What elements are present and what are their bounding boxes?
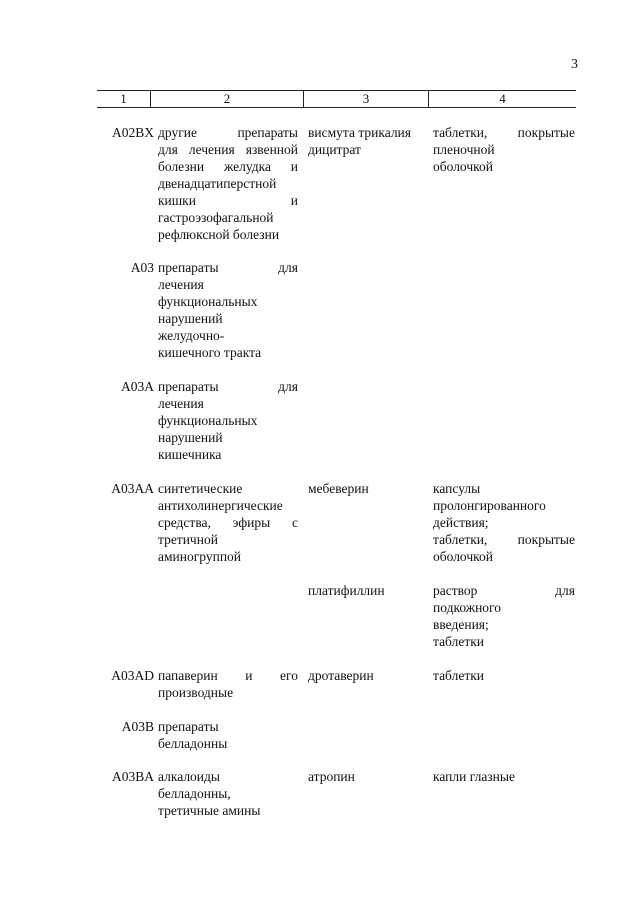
group-name-line: средства, эфиры с bbox=[158, 515, 298, 530]
dosage-form bbox=[433, 768, 575, 785]
group-name-line: лечения bbox=[158, 396, 204, 411]
page-number: 3 bbox=[571, 57, 578, 72]
atc-code: A03AD bbox=[111, 668, 154, 683]
dosage-form-line: раствор для bbox=[433, 583, 575, 598]
atc-code: A03 bbox=[130, 260, 154, 275]
dosage-form-line: введения; bbox=[433, 617, 489, 632]
dosage-form-line: капли глазные bbox=[433, 769, 515, 784]
drug-name bbox=[308, 768, 426, 785]
dosage-form-line: действия; bbox=[433, 515, 489, 530]
dosage-form-line: таблетки, покрытые bbox=[433, 532, 575, 547]
dosage-form-line: капсулы bbox=[433, 481, 481, 496]
group-name-line: производные bbox=[158, 685, 234, 700]
dosage-form-line: таблетки bbox=[433, 634, 485, 649]
atc-code: A03BA bbox=[111, 769, 154, 784]
header-col-3: 3 bbox=[362, 91, 370, 106]
table-header bbox=[97, 90, 576, 108]
atc-code: A03AA bbox=[111, 481, 154, 496]
dosage-form-line: подкожного bbox=[433, 600, 501, 615]
group-name-line: желудочно- bbox=[158, 328, 225, 343]
group-name bbox=[158, 378, 298, 463]
dosage-form-line: оболочкой bbox=[433, 549, 493, 564]
group-name bbox=[158, 124, 298, 243]
group-name-line: кишечника bbox=[158, 447, 222, 462]
dosage-form bbox=[433, 582, 575, 650]
group-name bbox=[158, 480, 298, 565]
group-name bbox=[158, 259, 298, 361]
group-name-line: болезни желудка и bbox=[158, 159, 298, 174]
group-name-line: антихолинергические bbox=[158, 498, 283, 513]
dosage-form bbox=[433, 124, 575, 175]
drug-name-line: атропин bbox=[308, 769, 355, 784]
dosage-form-line: пролонгированного bbox=[433, 498, 546, 513]
dosage-form-line: таблетки, покрытые bbox=[433, 125, 575, 140]
group-name-line: белладонны, bbox=[158, 786, 231, 801]
dosage-form bbox=[433, 667, 575, 684]
drug-name-line: висмута трикалия bbox=[308, 125, 411, 140]
group-name-line: лечения bbox=[158, 277, 204, 292]
dosage-form-line: таблетки bbox=[433, 668, 485, 683]
group-name bbox=[158, 667, 298, 701]
group-name-line: третичной bbox=[158, 532, 218, 547]
dosage-form bbox=[433, 480, 575, 565]
group-name-line: функциональных bbox=[158, 294, 258, 309]
group-name-line: другие препараты bbox=[158, 125, 298, 140]
header-col-1: 1 bbox=[120, 91, 127, 106]
group-name-line: препараты bbox=[158, 719, 219, 734]
group-name-line: кишки и bbox=[158, 193, 298, 208]
group-name bbox=[158, 768, 298, 819]
atc-code: A03B bbox=[121, 719, 154, 734]
group-name-line: белладонны bbox=[158, 736, 228, 751]
group-name-line: для лечения язвенной bbox=[158, 142, 298, 157]
group-name-line: третичные амины bbox=[158, 803, 261, 818]
header-col-2: 2 bbox=[223, 91, 231, 106]
group-name bbox=[158, 718, 298, 752]
group-name-line: гастроэзофагальной bbox=[158, 210, 274, 225]
drug-name bbox=[308, 667, 426, 684]
group-name-line: синтетические bbox=[158, 481, 243, 496]
drug-name-line: дицитрат bbox=[308, 142, 361, 157]
group-name-line: функциональных bbox=[158, 413, 258, 428]
drug-name-line: мебеверин bbox=[308, 481, 369, 496]
drug-name-line: дротаверин bbox=[308, 668, 374, 683]
group-name-line: нарушений bbox=[158, 430, 223, 445]
group-name-line: рефлюксной болезни bbox=[158, 227, 280, 242]
drug-name bbox=[308, 124, 426, 158]
group-name-line: кишечного тракта bbox=[158, 345, 262, 360]
group-name-line: препараты для bbox=[158, 379, 298, 394]
group-name-line: двенадцатиперстной bbox=[158, 176, 277, 191]
drug-name bbox=[308, 582, 426, 599]
group-name-line: аминогруппой bbox=[158, 549, 242, 564]
dosage-form-line: оболочкой bbox=[433, 159, 493, 174]
atc-code: A02BX bbox=[111, 125, 154, 140]
header-col-4: 4 bbox=[499, 91, 506, 106]
drug-name-line: платифиллин bbox=[308, 583, 385, 598]
atc-code: A03A bbox=[121, 379, 154, 394]
group-name-line: папаверин и его bbox=[158, 668, 298, 683]
group-name-line: нарушений bbox=[158, 311, 223, 326]
group-name-line: алкалоиды bbox=[158, 769, 220, 784]
drug-name bbox=[308, 480, 426, 497]
dosage-form-line: пленочной bbox=[433, 142, 495, 157]
group-name-line: препараты для bbox=[158, 260, 298, 275]
